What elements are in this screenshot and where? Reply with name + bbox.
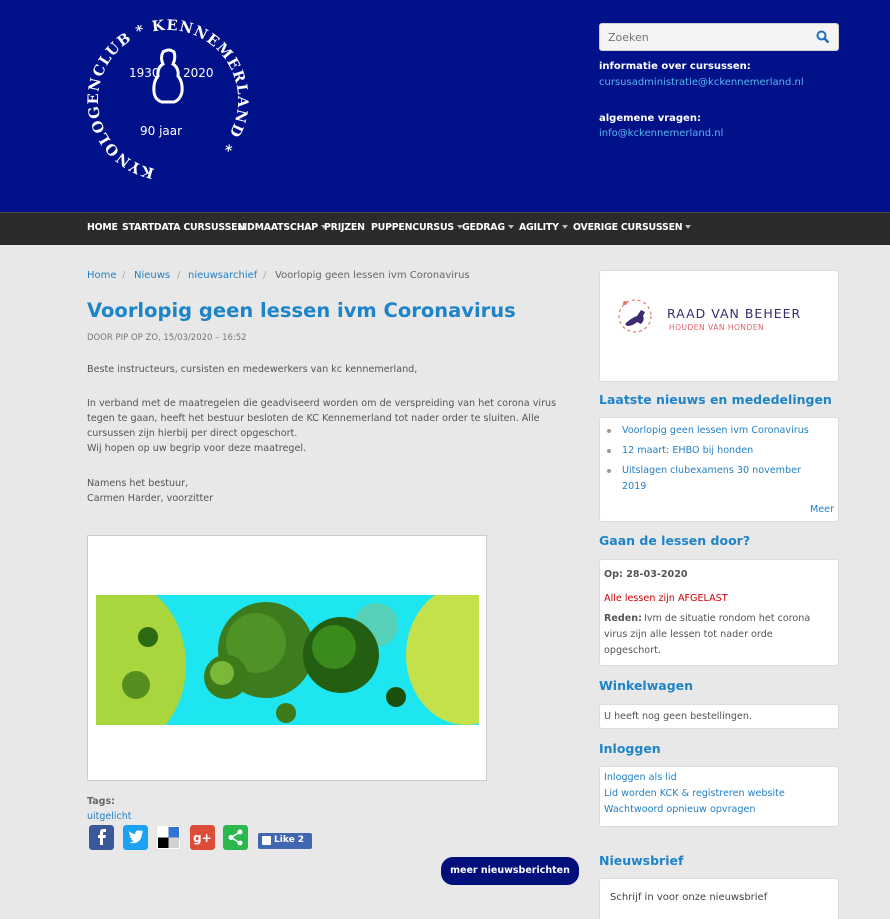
svg-text:g+: g+: [193, 831, 212, 845]
news-item-link[interactable]: Voorlopig geen lessen ivm Coronavirus: [622, 425, 809, 436]
like-label: Like 2: [274, 835, 305, 845]
lessons-heading: Gaan de lessen door?: [599, 533, 751, 548]
article-body-line: In verband met de maatregelen die geadviseerd worden om de verspreiding van het corona virus: [87, 398, 557, 409]
breadcrumb-current: Voorlopig geen lessen ivm Coronavirus: [275, 270, 470, 281]
login-member-link[interactable]: Inloggen als lid: [604, 772, 677, 783]
news-more-link[interactable]: Meer: [810, 504, 835, 515]
cart-card: [599, 704, 839, 729]
register-link[interactable]: Lid worden KCK & registreren website: [604, 788, 785, 799]
nav-label: HOME: [87, 222, 118, 233]
googleplus-share-icon[interactable]: [190, 825, 215, 850]
chevron-down-icon: [685, 225, 691, 229]
tag-link[interactable]: uitgelicht: [87, 811, 132, 822]
reset-password-link[interactable]: Wachtwoord opnieuw opvragen: [604, 804, 756, 815]
breadcrumb-news[interactable]: Nieuws: [134, 270, 171, 281]
list-bullet: [607, 449, 611, 453]
tags-label: Tags:: [87, 796, 115, 807]
svg-text:KYNOLOGENCLUB * KENNEMERLAND *: [85, 17, 251, 182]
coronavirus-image[interactable]: [96, 595, 479, 725]
article-meta: DOOR PIP OP ZO, 15/03/2020 – 16:52: [87, 333, 247, 343]
site-header: [0, 0, 890, 212]
list-bullet: [607, 429, 611, 433]
list-bullet: [607, 469, 611, 473]
nav-item-gedrag[interactable]: [462, 222, 514, 233]
breadcrumb-separator: /: [263, 270, 267, 281]
newsletter-text: Schrijf in voor onze nieuwsbrief: [610, 892, 768, 903]
sponsor-card: [599, 270, 839, 382]
nav-item-puppencursus[interactable]: [371, 222, 463, 233]
search-input[interactable]: [600, 24, 810, 50]
nav-item-prijzen[interactable]: [324, 222, 365, 233]
cart-empty-text: U heeft nog geen bestellingen.: [604, 711, 752, 722]
dog-jumping-icon: [615, 296, 655, 336]
thumbs-up-icon: [262, 836, 271, 845]
breadcrumb-home[interactable]: Home: [87, 270, 117, 281]
share-icon[interactable]: [223, 825, 248, 850]
article-body-line: tegen te gaan, heeft het bestuur besloten de KC Kennemerland tot nader order te sluiten. Alle: [87, 413, 540, 424]
article-body-line: cursussen zijn hierbij per direct opgeschort.: [87, 428, 298, 439]
newsletter-heading: Nieuwsbrief: [599, 853, 684, 868]
delicious-share-icon[interactable]: [156, 825, 181, 850]
newsletter-card: [599, 878, 839, 919]
club-logo[interactable]: [83, 12, 253, 190]
article-title: Voorlopig geen lessen ivm Coronavirus: [87, 299, 516, 322]
nav-label: PUPPENCURSUS: [371, 222, 454, 233]
nav-item-overige[interactable]: [573, 222, 691, 233]
article-signature: Namens het bestuur,: [87, 478, 189, 489]
login-heading: Inloggen: [599, 741, 661, 756]
cart-heading: Winkelwagen: [599, 678, 694, 693]
nav-item-lidmaatschap[interactable]: [238, 222, 327, 233]
chevron-down-icon: [562, 225, 568, 229]
more-news-button[interactable]: meer nieuwsberichten: [441, 857, 579, 885]
nav-label: LIDMAATSCHAP: [238, 222, 318, 233]
dog-silhouette-icon: [154, 50, 182, 102]
main-nav: [0, 212, 890, 245]
nav-item-home[interactable]: [87, 222, 118, 233]
logo-year-right: 2020: [183, 66, 214, 80]
nav-item-agility[interactable]: [519, 222, 568, 233]
news-item-link-cont[interactable]: 2019: [622, 481, 647, 492]
breadcrumb-separator: /: [122, 270, 126, 281]
sponsor-tagline: HOUDEN VAN HONDEN: [669, 323, 765, 332]
twitter-share-icon[interactable]: [123, 825, 148, 850]
search-icon[interactable]: [816, 30, 830, 44]
facebook-like-button[interactable]: [258, 833, 312, 849]
reason-label: Reden:: [604, 613, 642, 624]
facebook-share-icon[interactable]: [89, 825, 114, 850]
course-info-label: informatie over cursussen:: [599, 61, 751, 72]
logo-year-left: 1930: [129, 66, 160, 80]
logo-ring-text: KYNOLOGENCLUB * KENNEMERLAND *: [84, 16, 252, 182]
lessons-date: Op: 28-03-2020: [604, 569, 688, 580]
reason-text: opgeschort.: [604, 645, 661, 656]
news-heading: Laatste nieuws en mededelingen: [599, 392, 832, 407]
reason-text: Ivm de situatie rondom het corona: [644, 613, 811, 624]
news-card: [599, 417, 839, 522]
nav-item-startdata[interactable]: [122, 222, 245, 233]
breadcrumb-separator: /: [177, 270, 181, 281]
sponsor-banner[interactable]: [607, 278, 833, 362]
search-box: [599, 23, 839, 51]
nav-label: PRIJZEN: [324, 222, 365, 233]
news-item-link[interactable]: 12 maart: EHBO bij honden: [622, 445, 754, 456]
breadcrumb-archive[interactable]: nieuwsarchief: [188, 270, 258, 281]
article-body-line: Wij hopen op uw begrip voor deze maatregel.: [87, 443, 307, 454]
sponsor-name: RAAD VAN BEHEER: [667, 306, 802, 321]
logo-anniversary: 90 jaar: [140, 124, 183, 138]
news-item-link[interactable]: Uitslagen clubexamens 30 november: [622, 465, 801, 476]
general-info-label: algemene vragen:: [599, 113, 701, 124]
article-signature: Carmen Harder, voorzitter: [87, 493, 214, 504]
article-image-frame: [87, 535, 487, 781]
general-email-link[interactable]: info@kckennemerland.nl: [599, 128, 724, 139]
reason-text: virus zijn alle lessen tot nader orde: [604, 629, 773, 640]
lessons-status: Alle lessen zijn AFGELAST: [604, 593, 728, 604]
nav-label: OVERIGE CURSUSSEN: [573, 222, 683, 233]
chevron-down-icon: [508, 225, 514, 229]
nav-label: GEDRAG: [462, 222, 505, 233]
lessons-card: [599, 559, 839, 666]
login-card: [599, 766, 839, 827]
nav-label: AGILITY: [519, 222, 559, 233]
nav-label: STARTDATA CURSUSSEN: [122, 222, 245, 233]
article-greeting: Beste instructeurs, cursisten en medewerkers van kc kennemerland,: [87, 364, 418, 375]
course-email-link[interactable]: cursusadministratie@kckennemerland.nl: [599, 77, 804, 88]
